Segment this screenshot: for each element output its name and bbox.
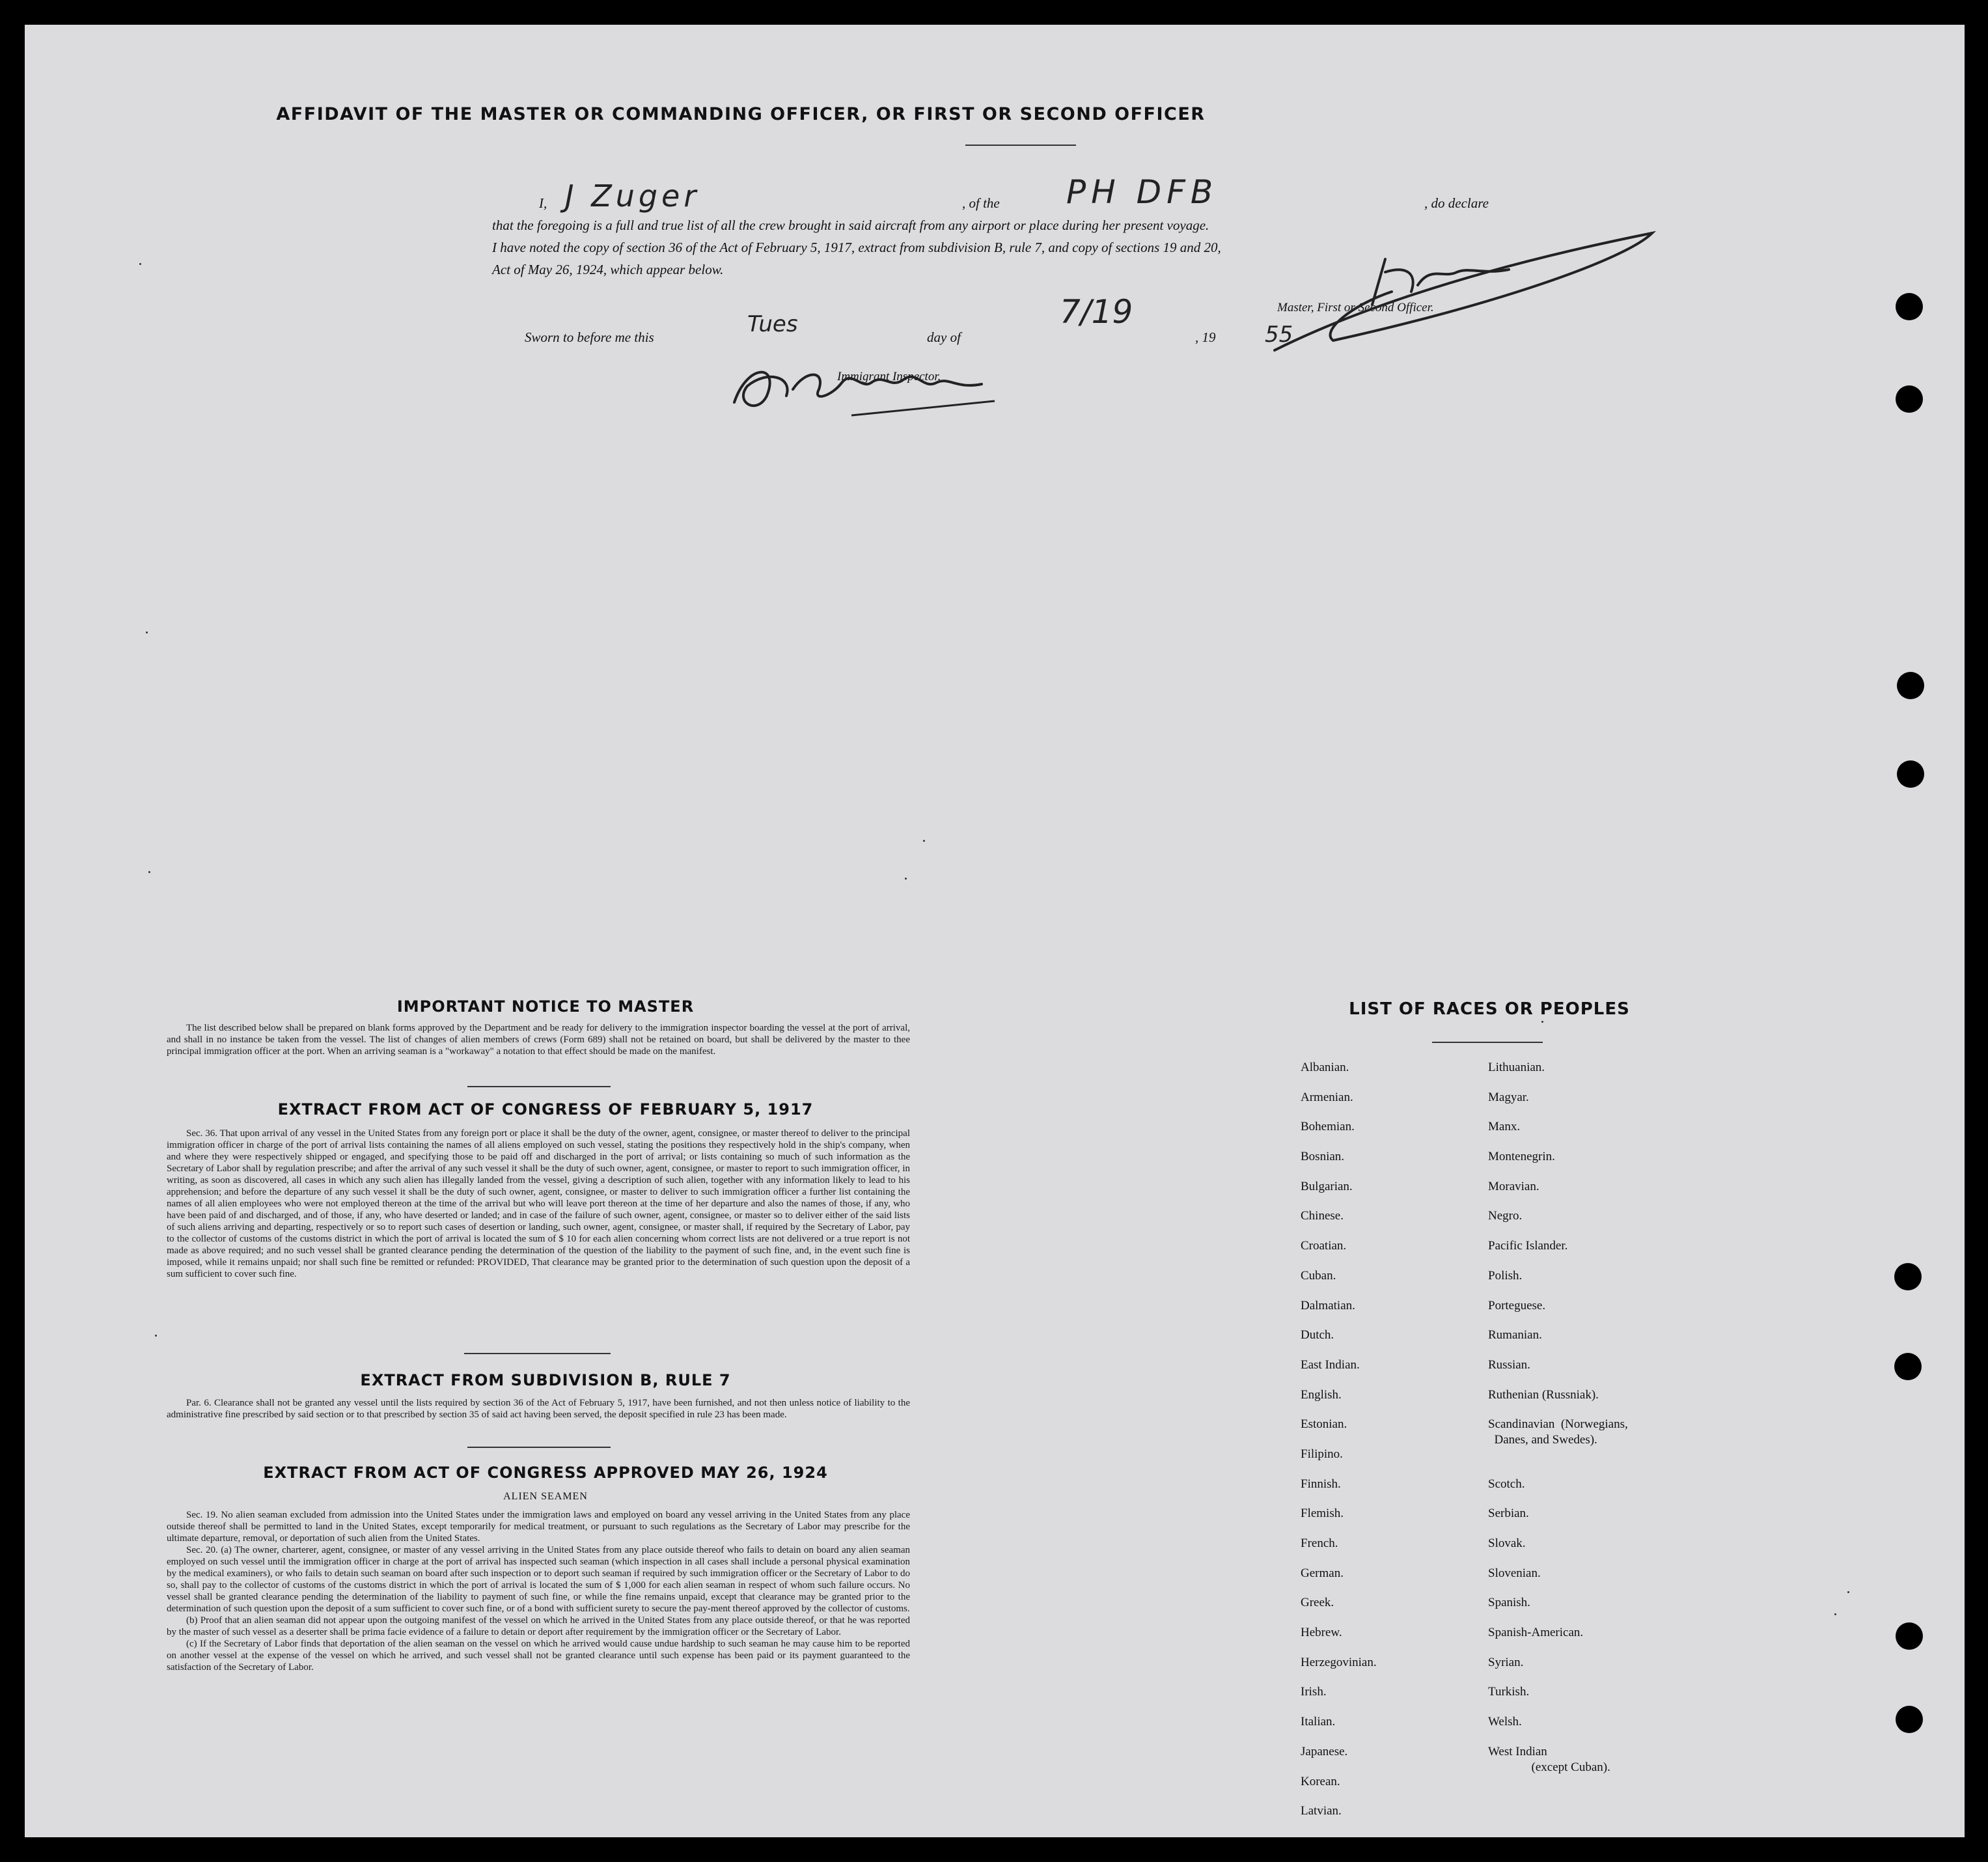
race-item: Welsh. [1488, 1715, 1522, 1729]
notice-paragraph: The list described below shall be prepared on blank forms approved by the Department and be ready for delivery to the immigration inspector boarding the vessel at the port of arrival, and shall in no instance be taken from the vessel. The list of changes of alien members of crews (Form 689) shall not be retained on board, but shall be delivered by the master to thee principal immigration officer at the port. When an arriving seaman is a "workaway" a notation to that effect should be made on the manifest. [167, 1023, 910, 1057]
speck [155, 1335, 157, 1337]
race-item: Spanish-American. [1488, 1626, 1584, 1640]
master-signature [1262, 220, 1665, 357]
race-item: Scandinavian (Norwegians, Danes, and Swedes). [1488, 1417, 1628, 1447]
race-item: Hebrew. [1301, 1626, 1342, 1640]
extract-1917-body [167, 1128, 910, 1280]
race-item: Pacific Islander. [1488, 1239, 1568, 1253]
race-item: Syrian. [1488, 1655, 1524, 1669]
affidavit-line-3: I have noted the copy of section 36 of the Act of February 5, 1917, extract from subdivision B, rule 7, and copy of sections 19 and 20, [492, 240, 1221, 255]
speck [905, 878, 907, 880]
race-item: Spanish. [1488, 1596, 1530, 1610]
race-item: Negro. [1488, 1209, 1523, 1223]
race-item: Greek. [1301, 1596, 1334, 1610]
speck [146, 632, 148, 633]
race-item: Scotch. [1488, 1477, 1525, 1491]
inspector-caption: Immigrant Inspector. [837, 370, 941, 383]
punch-hole [1896, 293, 1923, 320]
alien-seamen-subtitle: ALIEN SEAMEN [503, 1491, 588, 1502]
race-item: Latvian. [1301, 1804, 1342, 1818]
race-item: Finnish. [1301, 1477, 1341, 1491]
affidavit-prefix: I, [539, 195, 547, 211]
sec20a-paragraph: Sec. 20. (a) The owner, charterer, agent, consignee, or master of any vessel arriving in the United States from any place outside thereof who fails to detain on board any alien seaman employed on such vessel until the immigration officer in charge at the port of arrival has inspected such seaman (which inspection in all cases shall include a personal physical examination by the medical examiners), or who fails to detain such seaman on board after such inspection or to deport such seaman if required by such immigration officer or the Secretary of Labor to do so, shall pay to the collector of customs of the customs district in which the port of arrival is located the sum of $ 1,000 for each alien seaman in respect of whom such failure occurs. No vessel shall be granted clearance pending the determination of the liability to payment of such fine, or while the fine remains unpaid, except that clearance may be granted prior to the determination of such question upon the deposit of a sum sufficient to cover such fine, or of a bond with sufficient surety to secure the pay-ment thereof approved by the collector of customs. [167, 1545, 910, 1614]
race-item: Japanese. [1301, 1744, 1348, 1758]
speck [148, 871, 150, 873]
punch-hole [1896, 1706, 1923, 1733]
section-divider [464, 1353, 611, 1354]
race-item: Slovenian. [1488, 1566, 1541, 1580]
races-column-2 [1488, 1060, 1628, 1774]
speck [1541, 1021, 1543, 1023]
sec19-paragraph: Sec. 19. No alien seaman excluded from admission into the United States under the immigration laws and employed on board any vessel arriving in the United States from any place outside thereof shall be permitted to land in the United States, except temporarily for medical treatment, or pursuant to such regulations as the Secretary of Labor may prescribe for the ultimate departure, removal, or deportation of such alien from the United States. [167, 1510, 910, 1544]
handwritten-year: 55 [1265, 322, 1293, 348]
notice-title: IMPORTANT NOTICE TO MASTER [396, 997, 695, 1016]
speck [139, 263, 141, 265]
par6-paragraph: Par. 6. Clearance shall not be granted any vessel until the lists required by section 36 of the Act of February 5, 1917, have been furnished, and not then unless notice of liability to the administrative fine prescribed by said section or to that prescribed by section 35 of said act having been served, the deposit specified in rule 23 has been made. [167, 1398, 910, 1420]
race-item: Russian. [1488, 1357, 1530, 1372]
extract-1917-title: EXTRACT FROM ACT OF CONGRESS OF FEBRUARY 5, 1917 [277, 1100, 814, 1119]
race-item: Chinese. [1301, 1209, 1344, 1223]
extract-1924-body [167, 1509, 910, 1673]
affidavit-title: AFFIDAVIT OF THE MASTER OR COMMANDING OFFICER, OR FIRST OR SECOND OFFICER [276, 104, 1206, 124]
race-item: Montenegrin. [1488, 1150, 1555, 1164]
punch-hole [1894, 1353, 1922, 1380]
race-item: East Indian. [1301, 1357, 1360, 1372]
race-item: German. [1301, 1566, 1344, 1580]
handwritten-date: 7/19 [1060, 293, 1133, 331]
race-item: Turkish. [1488, 1685, 1530, 1699]
section-divider [467, 1447, 611, 1448]
race-item: Porteguese. [1488, 1298, 1546, 1313]
sec20c-paragraph: (c) If the Secretary of Labor finds that deportation of the alien seaman on the vessel on which he arrived would cause undue hardship to such seaman he may cause him to be reported on another vessel at the expense of the vessel on which he arrived, and such vessel shall not be granted clearance until such expense has been paid or its payment guaranteed to the satisfaction of the Secretary of Labor. [167, 1639, 910, 1673]
race-item: Bosnian. [1301, 1150, 1345, 1164]
race-item: West Indian (except Cuban). [1488, 1744, 1610, 1774]
punch-hole [1894, 1263, 1922, 1290]
handwritten-aircraft-id: PH DFB [1066, 173, 1219, 211]
extract-rule7-body [167, 1397, 910, 1421]
race-item: Korean. [1301, 1774, 1340, 1788]
affidavit-of-the: , of the [962, 195, 1000, 211]
sworn-text: Sworn to before me this [525, 329, 654, 345]
race-item: Polish. [1488, 1268, 1523, 1283]
race-item: Lithuanian. [1488, 1061, 1545, 1074]
document-page [25, 25, 1965, 1837]
affidavit-line-2: that the foregoing is a full and true list of all the crew brought in said aircraft from any airport or place during her present voyage. [492, 217, 1209, 233]
master-caption: Master, First or Second Officer. [1277, 301, 1434, 314]
notice-body [167, 1022, 910, 1057]
race-item: Herzegovinian. [1301, 1655, 1377, 1669]
race-item: Flemish. [1301, 1507, 1344, 1521]
speck [923, 840, 925, 842]
race-item: Serbian. [1488, 1507, 1529, 1521]
race-item: Ruthenian (Russniak). [1488, 1387, 1599, 1402]
punch-hole [1896, 385, 1923, 413]
speck [1834, 1613, 1836, 1615]
title-divider [965, 145, 1076, 146]
section-divider [467, 1086, 611, 1087]
inspector-signature [721, 324, 1034, 422]
race-item: Bulgarian. [1301, 1179, 1353, 1193]
race-item: Slovak. [1488, 1536, 1526, 1550]
races-column-1 [1301, 1060, 1377, 1833]
handwritten-master-name: J Zuger [565, 178, 700, 214]
affidavit-do-declare: , do declare [1424, 195, 1489, 211]
race-item: Magyar. [1488, 1090, 1529, 1104]
sec36-paragraph: Sec. 36. That upon arrival of any vessel in the United States from any foreign port or place it shall be the duty of the owner, agent, consignee, or master thereof to deliver to the principal immigration officer in charge of the port of arrival lists containing the names of all aliens employed on such vessel, stating the positions they respectively hold in the ship's company, when and where they were respectively shipped or engaged, and specifying those to be paid off and discharged in the port of arrival; or lists containing so much of such information as the Secretary of Labor shall by regulation prescribe; and after the arrival of any such vessel it shall be the duty of such owner, agent, consignee, or master to report to such immigration officer, in writing, as soon as discovered, all cases in which any such alien has illegally landed from the vessel, giving a description of such alien, together with any information likely to lead to his apprehension; and before the departure of any such vessel it shall be the duty of such owner, agent, consignee, or master to deliver to such immigration officer a further list containing the names of all alien employees who were not employed thereon at the time of the arrival but who will leave port thereon at the time of her departure and also the names of those, if any, who have been paid of and discharged, and of those, if any, who have deserted or landed; and in case of the failure of such owner, agent, consignee, or master so to deliver either of the said lists of such aliens arriving and departing, respectively or so to report such cases of desertion or landing, such owner, agent, consignee, or master shall, if required by the Secretary of Labor, pay to the collector of customs of the customs district in which the port of arrival is located the sum of $ 10 for each alien concerning whom correct lists are not delivered or a true report is not made as above required; and no such vessel shall be granted clearance pending the determination of the question of the liability to the payment of such fine, and, in the event such fine is imposed, while it remains unpaid; nor shall such fine be remitted or refunded: PROVIDED, That clearance may be granted prior to the determination of such question upon the deposit of a sum sufficient to cover such fine. [167, 1128, 910, 1279]
race-item: Irish. [1301, 1685, 1327, 1699]
speck [1847, 1591, 1849, 1593]
punch-hole [1897, 672, 1924, 699]
punch-hole [1896, 1622, 1923, 1650]
race-item [1488, 1447, 1628, 1477]
race-item: Albanian. [1301, 1061, 1349, 1074]
punch-hole [1897, 760, 1924, 788]
race-item: Manx. [1488, 1120, 1521, 1134]
race-item: Croatian. [1301, 1239, 1347, 1253]
race-item: Rumanian. [1488, 1328, 1542, 1342]
race-item: French. [1301, 1536, 1338, 1550]
race-item: Estonian. [1301, 1417, 1347, 1432]
race-item: Cuban. [1301, 1268, 1336, 1283]
race-item: English. [1301, 1387, 1342, 1402]
race-item: Bohemian. [1301, 1120, 1355, 1134]
race-item: Dutch. [1301, 1328, 1334, 1342]
affidavit-line-4: Act of May 26, 1924, which appear below. [492, 262, 724, 277]
extract-rule7-title: EXTRACT FROM SUBDIVISION B, RULE 7 [360, 1371, 731, 1389]
handwritten-day: Tues [747, 311, 798, 337]
race-item: Armenian. [1301, 1090, 1353, 1104]
sec20b-paragraph: (b) Proof that an alien seaman did not appear upon the outgoing manifest of the vessel on which he arrived in the United States from any place outside thereof, or that he was reported by the master of such vessel as a deserter shall be prima facie evidence of a failure to detain or deport after requirement by the immigration officer or the Secretary of Labor. [167, 1615, 910, 1637]
year-prefix: , 19 [1195, 329, 1216, 345]
races-divider [1432, 1042, 1543, 1043]
races-title: LIST OF RACES OR PEOPLES [1349, 999, 1630, 1019]
race-item: Italian. [1301, 1715, 1336, 1729]
race-item: Moravian. [1488, 1179, 1539, 1193]
race-item: Dalmatian. [1301, 1298, 1355, 1313]
day-of-text: day of [927, 329, 961, 345]
race-item: Filipino. [1301, 1447, 1343, 1461]
extract-1924-title: EXTRACT FROM ACT OF CONGRESS APPROVED MAY 26, 1924 [263, 1464, 828, 1482]
